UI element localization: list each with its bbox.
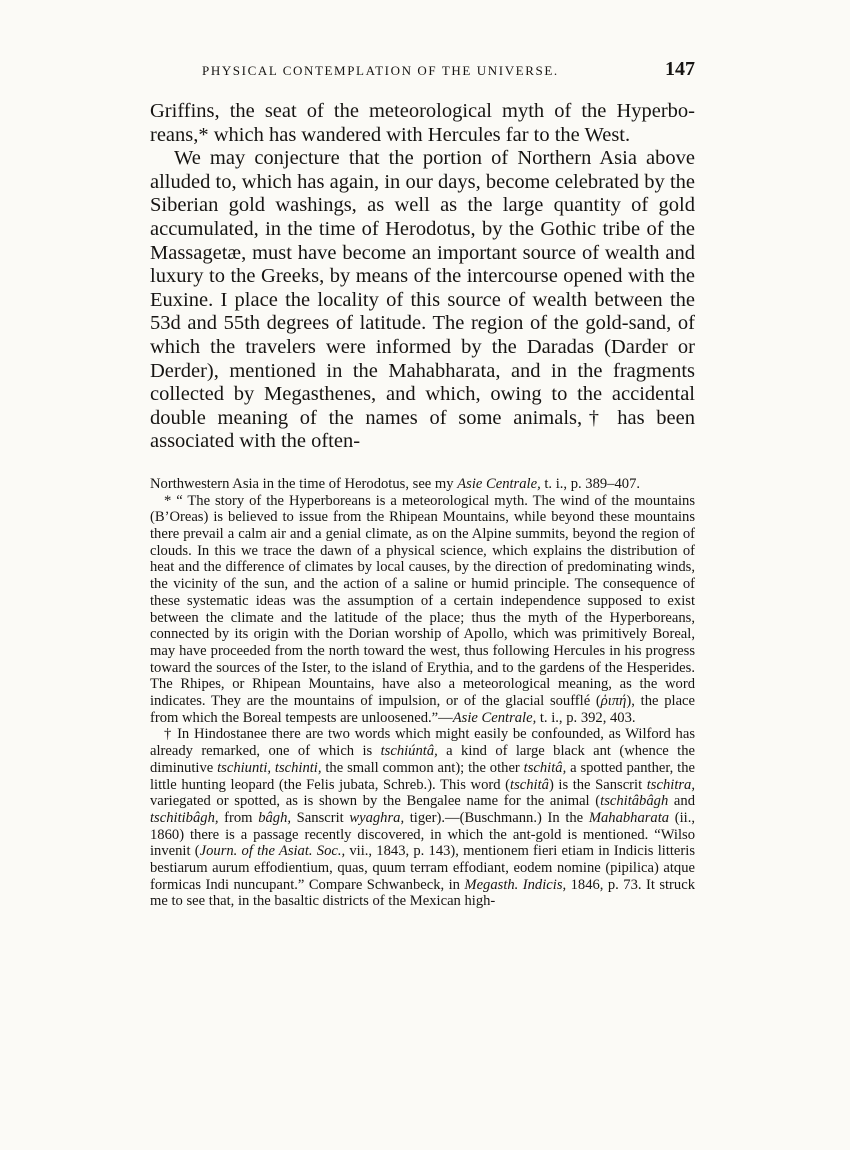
book-page (150, 58, 695, 910)
page-number: 147 (665, 58, 695, 80)
running-head-title: PHYSICAL CONTEMPLATION OF THE UNIVERSE. (202, 63, 559, 78)
paragraph-2: We may conjecture that the portion of Northern Asia above alluded to, which has again, in our days, become celebrated by the Siberian gold washings, as well as the large quantity of gold accumulated, in the time of Herodotus, by the Gothic tribe of the Massagetæ, must have become an important source of wealth and luxury to the Greeks, by means of the intercourse opened with the Euxine. I place the locality of this source of wealth between the 53d and 55th degrees of latitude. The region of the gold-sand, of which the travelers were informed by the Daradas (Darder or Derder), mentioned in the Mahabharata, and in the fragments collected by Megasthenes, and which, owing to the accidental double meaning of the names of some animals,† has been associated with the often- (150, 147, 695, 453)
footnote-dagger: † In Hindostanee there are two words which might easily be confounded, as Wilford has already remarked, one of which is tschiúntâ, a kind of large black ant (whence the diminutive tschiunti, tschinti, the small common ant); the other tschitâ, a spotted panther, the little hunting leopard (the Felis jubata, Schreb.). This word (tschitâ) is the Sanscrit tschitra, variegated or spotted, as is shown by the Bengalee name for the animal (tschitâbâgh and tschitibâgh, from bâgh, Sanscrit wyaghra, tiger).—(Buschmann.) In the Mahabharata (ii., 1860) there is a passage recently discovered, in which the ant-gold is mentioned. “Wilso invenit (Journ. of the Asiat. Soc., vii., 1843, p. 143), mentionem fieri etiam in Indicis litteris bestiarum aurum effodientium, quas, quum terram effodiant, eodem nomine (pipilica) atque formicas Indi nuncupant.” Compare Schwanbeck, in Megasth. Indicis, 1846, p. 73. It struck me to see that, in the basaltic districts of the Mexican high- (150, 726, 696, 910)
footnote-continuation: Northwestern Asia in the time of Herodotus, see my Asie Centrale, t. i., p. 389–407. (150, 475, 641, 492)
main-text (150, 100, 695, 454)
footnote-asterisk: * “ The story of the Hyperboreans is a meteorological myth. The wind of the mountains (B’Oreas) is believed to issue from the Rhipean Mountains, while beyond these mountains there prevail a calm air and a genial climate, as on the Alpine summits, beyond the region of clouds. In this we trace the dawn of a physical science, which explains the distribution of heat and the difference of climates by local causes, by the direction of predominating winds, the vicinity of the sun, and the action of a saline or humid principle. The consequence of these systematic ideas was the assumption of a certain independence supposed to exist between the climate and the latitude of the place; thus the myth of the Hyperboreans, connected by its origin with the Dorian worship of Apollo, which was primitively Boreal, may have proceeded from the north toward the west, thus following Hercules in his progress toward the sources of the Ister, to the island of Erythia, and to the gardens of the Hesperides. The Rhipes, or Rhipean Mountains, have also a meteorological meaning, as the word indicates. They are the mountains of impulsion, or of the glacial soufflé (ῥιπή), the place from which the Boreal tempests are unloosened.”—Asie Centrale, t. i., p. 392, 403. (150, 492, 696, 726)
footnotes (150, 476, 695, 910)
paragraph-1: Griffins, the seat of the meteorological myth of the Hyperboreans,* which has wandered with Hercules far to the West. (150, 100, 695, 146)
running-head (150, 58, 695, 86)
